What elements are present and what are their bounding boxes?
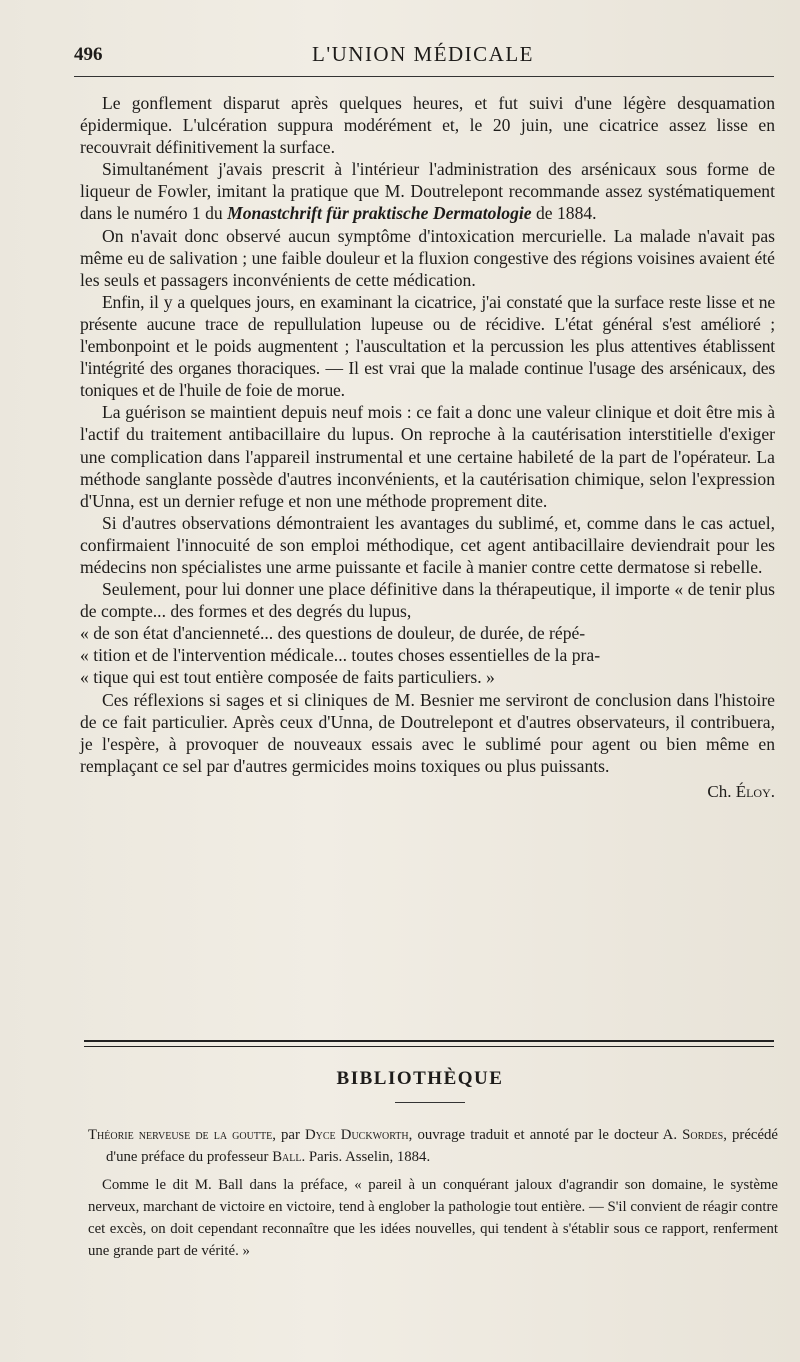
- running-title: L'UNION MÉDICALE: [312, 42, 535, 66]
- quote-line: « tition et de l'intervention médicale... toutes choses essentielles de la pra-: [80, 645, 601, 666]
- paragraph-no-intoxication: On n'avait donc observé aucun symptôme d'intoxication mercurielle. La malade n'avait pas même eu de salivation ; une faible douleur et la fluxion congestive des régions voisines avaient été les seuls et passagers inconvénients de cette médication.: [80, 225, 775, 290]
- book-translator: Sordes: [682, 1127, 724, 1143]
- author-signature: [80, 781, 775, 803]
- paragraph-cure: La guérison se maintient depuis neuf mois : ce fait a donc une valeur clinique et doit être mis à l'actif du traitement antibacillaire du lupus. On reproche à la cautérisation interstitielle d'exiger une complication dans l'appareil instrumental et une certaine habileté de la part de l'opérateur. La méthode sanglante possède d'autres inconvénients, et la cautérisation chimique, selon l'expression d'Unna, est un dernier refuge et non une méthode proprement dite.: [80, 402, 775, 511]
- paragraph-scar-exam: Enfin, il y a quelques jours, en examinant la cicatrice, j'ai constaté que la surface reste lisse et ne présente aucune trace de repullulation lupeuse ou de récidive. L'état général s'est amélioré ; l'embonpoint et le poids augmentent ; l'auscultation et la percussion les plus attentives établissent l'intégrité des organes thoraciques. — Il est vrai que la malade continue l'usage des arsénicaux, des toniques et de l'huile de foie de morue.: [80, 291, 775, 401]
- signature-name: Éloy.: [735, 781, 775, 801]
- section-divider: [84, 1040, 774, 1047]
- section-title: BIBLIOTHÈQUE: [336, 1068, 504, 1089]
- article-body: [80, 92, 775, 803]
- preface-author: Ball: [272, 1149, 302, 1165]
- paragraph-arsenic: [80, 158, 775, 224]
- quote-line: « de son état d'ancienneté... des questions de douleur, de durée, de répé-: [80, 623, 586, 644]
- paragraph-conclusion: Ces réflexions si sages et si cliniques de M. Besnier me serviront de conclusion dans l'histoire de ce fait particulier. Après ceux d'Unna, de Doutrelepont et d'autres observateurs, il contribuera, je l'espère, à provoquer de nouveaux essais avec le sublimé pour agent ou bien même en remplaçant ce sel par d'autres germicides moins toxiques ou plus puissants.: [80, 689, 775, 776]
- entry-translation-note: , ouvrage traduit et annoté par le docteur A.: [408, 1127, 683, 1143]
- entry-publication: . Paris. Asselin, 1884.: [301, 1149, 431, 1165]
- quote-line: « tique qui est tout entière composée de faits particuliers. »: [80, 667, 495, 688]
- bibliography-section: [88, 1124, 778, 1262]
- arsenic-text-after: de 1884.: [531, 203, 597, 224]
- book-author: Dyce Duckworth: [304, 1127, 409, 1143]
- header-rule: [74, 76, 774, 77]
- signature-prefix: Ch.: [707, 781, 736, 801]
- paragraph-healing: Le gonflement disparut après quelques heures, et fut suivi d'une légère desquamation épidermique. L'ulcération suppura modérément et, le 20 juin, une cicatrice assez lisse en recouvrait définitivement la surface.: [80, 93, 775, 158]
- bibliography-review: Comme le dit M. Ball dans la préface, « pareil à un conquérant jaloux d'agrandir son domaine, le système nerveux, marchant de victoire en victoire, tend à englober la pathologie tout entière. — S'il convient de réagir contre cet excès, on doit cependant reconnaître que les idées nouvelles, qui tendent à s'établir sous ce rapport, renferment une grande part de vérité. »: [88, 1177, 778, 1259]
- entry-by: , par: [272, 1127, 305, 1143]
- section-title-underline: [395, 1102, 465, 1103]
- book-title: Théorie nerveuse de la goutte: [88, 1127, 273, 1143]
- bibliography-entry: [88, 1124, 778, 1168]
- entry-preface-note: , précédé d'une préface du professeur: [106, 1127, 778, 1165]
- paragraph-quote-intro: Seulement, pour lui donner une place définitive dans la thérapeutique, il importe « de tenir plus de compte... des formes et des degrés du lupus,: [80, 579, 775, 622]
- page-number: 496: [74, 44, 103, 65]
- arsenic-text-before: Simultanément j'avais prescrit à l'intérieur l'administration des arsénicaux sous forme de liqueur de Fowler, imitant la pratique que M. Doutrelepont recommande assez systématiquement dans le numéro 1 du: [80, 159, 775, 224]
- page-header: [74, 38, 780, 74]
- journal-title: Monastchrift für praktische Dermatologie: [227, 203, 532, 224]
- paragraph-advantages: Si d'autres observations démontraient les avantages du sublimé, et, comme dans le cas actuel, confirmaient l'innocuité de son emploi méthodique, cet agent antibacillaire deviendrait pour les médecins non spécialistes une arme puissante et facile à manier contre cette dermatose si rebelle.: [80, 512, 775, 577]
